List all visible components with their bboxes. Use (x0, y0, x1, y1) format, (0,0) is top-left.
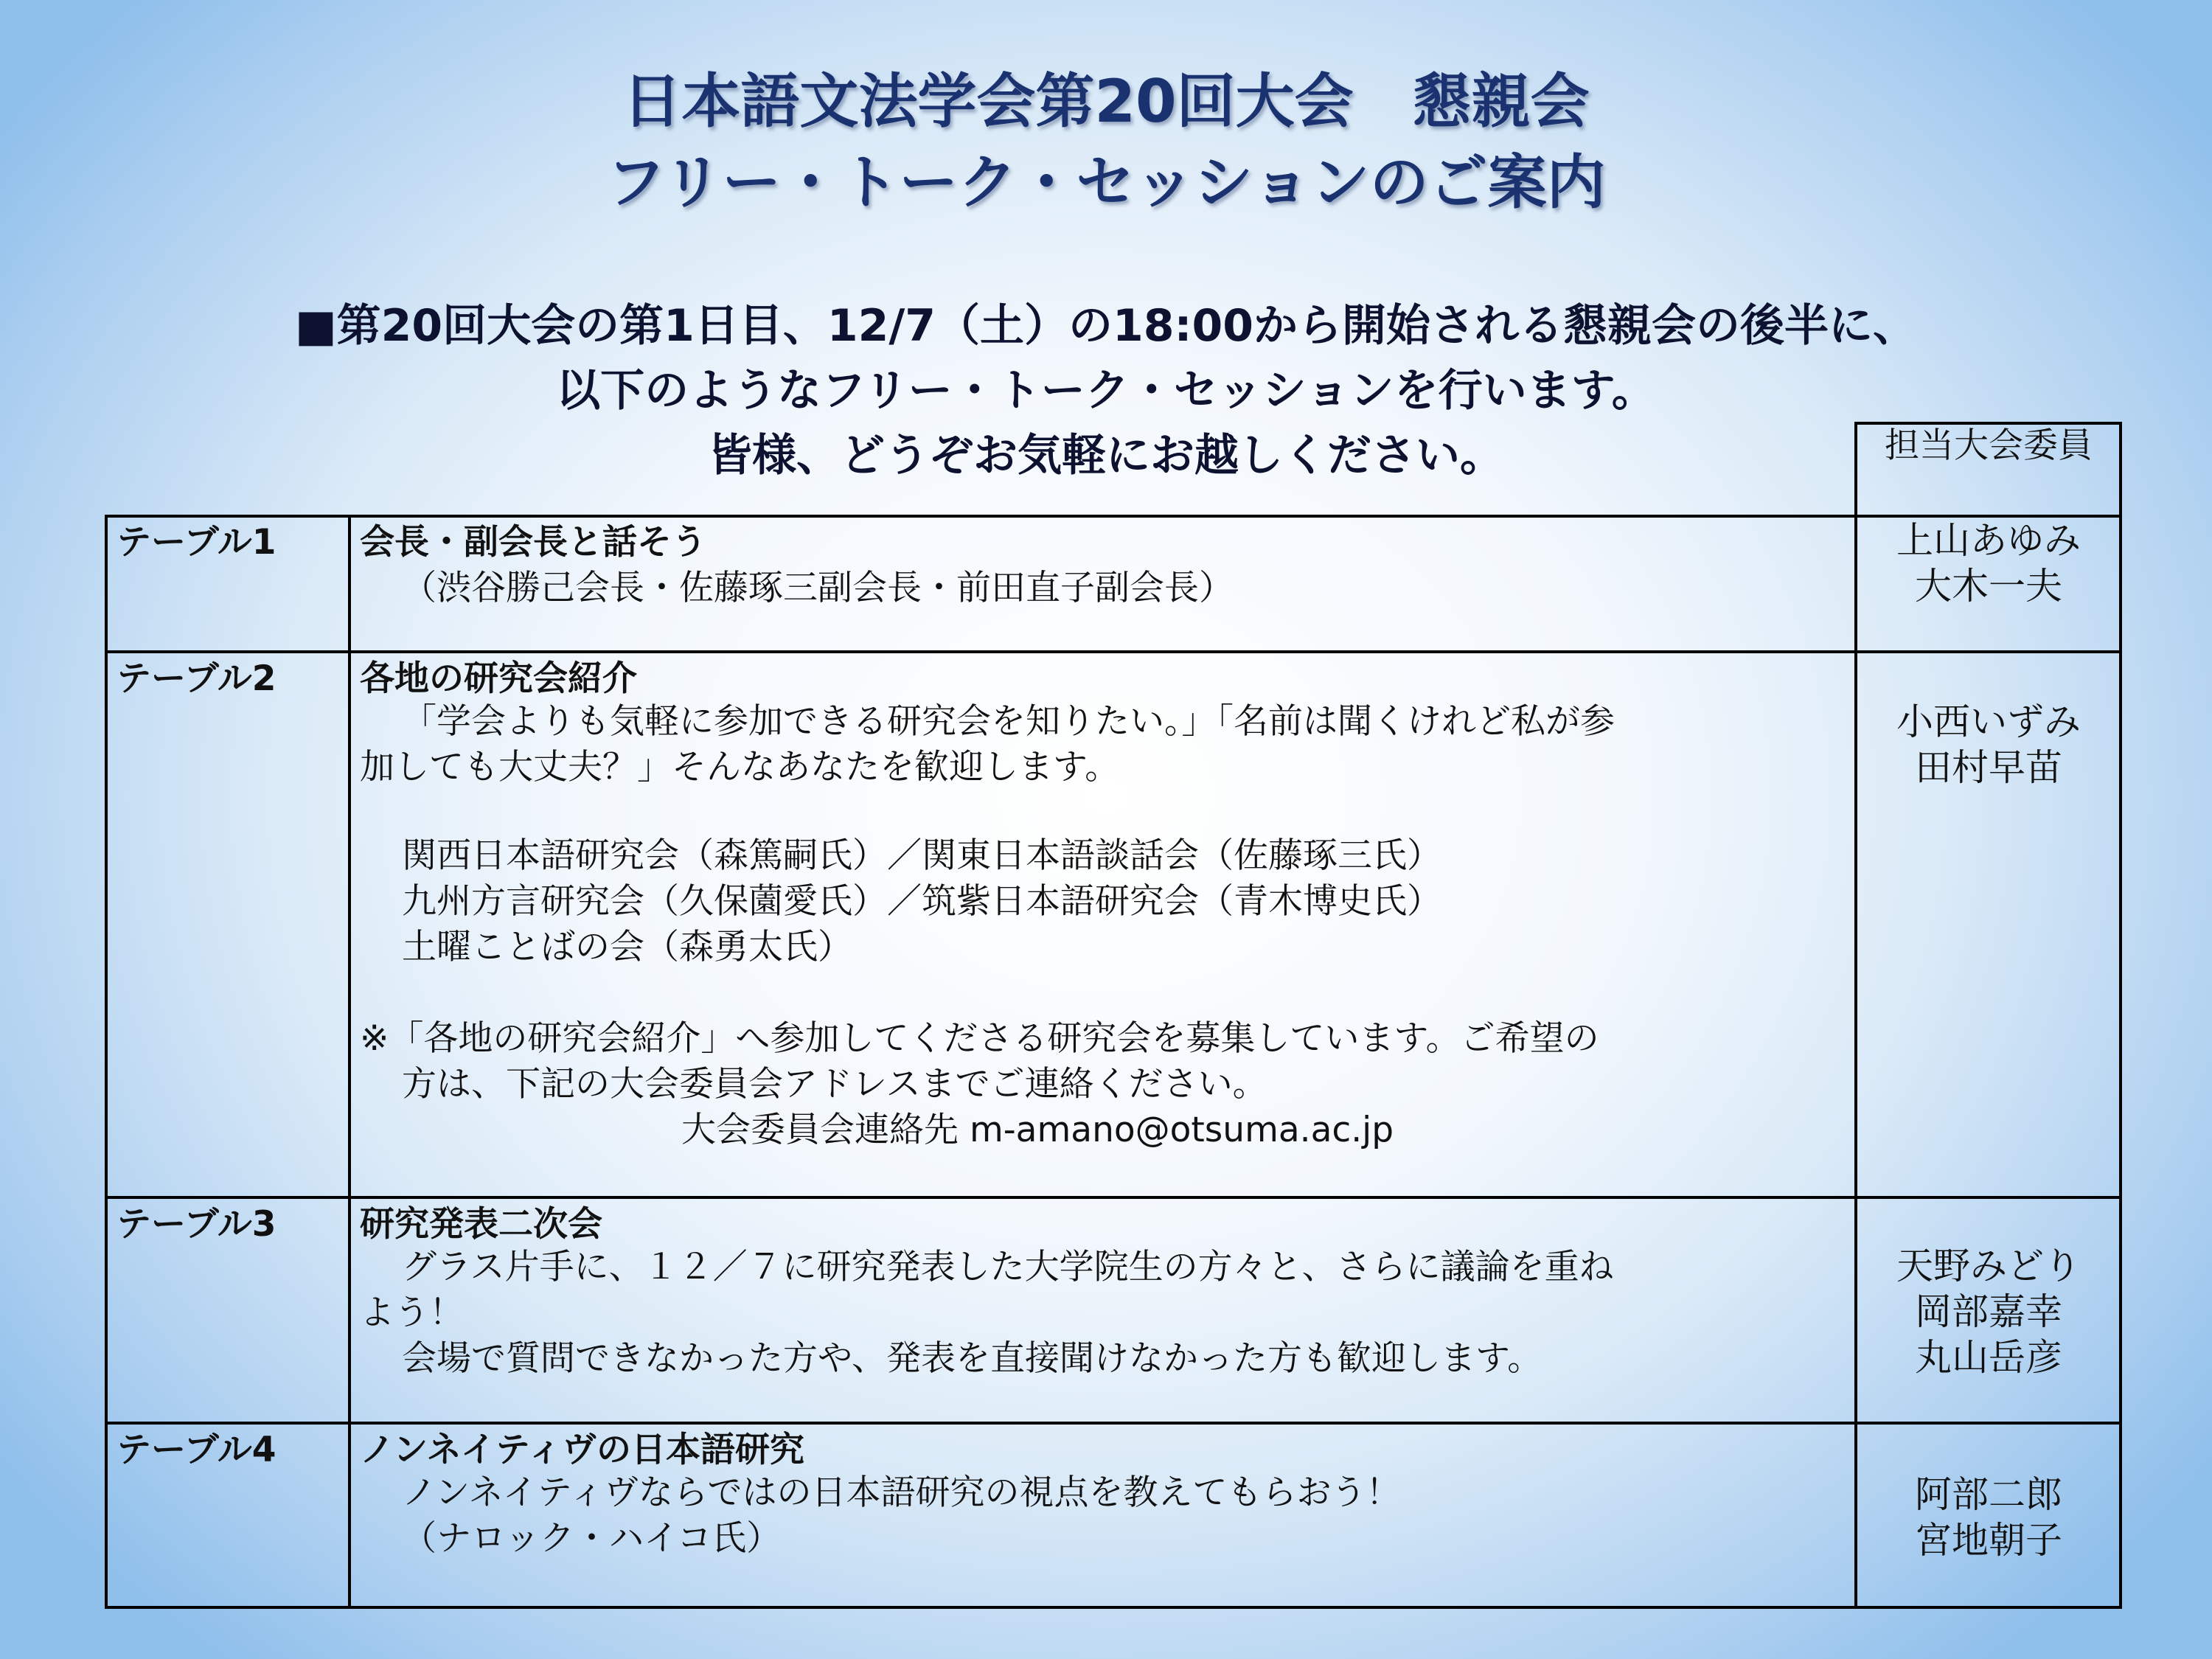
staff-name: 阿部二郎 (1915, 1473, 2062, 1516)
staff-column-header: 担当大会委員 (1885, 425, 2093, 466)
table-text: 会場で質問できなかった方や、発表を直接聞けなかった方も歓迎します。 (402, 1338, 1543, 1379)
table-text: ノンネイティヴならではの日本語研究の視点を教えてもらおう！ (402, 1472, 1401, 1513)
table-text: 土曜ことばの会（森勇太氏） (402, 927, 852, 967)
staff-name: 小西いずみ (1896, 700, 2081, 743)
table-border (105, 515, 2122, 518)
staff-name: 岡部嘉幸 (1915, 1290, 2062, 1333)
staff-name: 上山あゆみ (1896, 519, 2081, 562)
table-heading: 各地の研究会紹介 (360, 658, 637, 699)
table-border (105, 1196, 2122, 1199)
table-heading: 会長・副会長と話そう (360, 522, 706, 563)
staff-name: 宮地朝子 (1915, 1519, 2062, 1562)
table-border (105, 515, 108, 1609)
table-text: よう！ (360, 1293, 464, 1333)
table-text: （渋谷勝己会長・佐藤琢三副会長・前田直子副会長） (402, 568, 1234, 608)
table-border (105, 1422, 2122, 1425)
table-text: 関西日本語研究会（森篤嗣氏）／関東日本語談話会（佐藤琢三氏） (402, 835, 1441, 876)
table-label: テーブル4 (116, 1430, 276, 1470)
intro-line-3: 皆様、どうぞお気軽にお越しください。 (708, 430, 1504, 481)
table-label: テーブル3 (116, 1204, 276, 1245)
table-border (105, 1606, 2122, 1609)
table-heading: ノンネイティヴの日本語研究 (360, 1430, 805, 1470)
table-text: 方は、下記の大会委員会アドレスまでご連絡ください。 (402, 1064, 1267, 1105)
table-text: 加しても大丈夫？」そんなあなたを歓迎します。 (360, 747, 1120, 787)
staff-name: 大木一夫 (1915, 565, 2062, 608)
page-title: 日本語文法学会第20回大会 懇親会 (622, 67, 1590, 136)
table-label: テーブル1 (116, 522, 276, 563)
table-text: 九州方言研究会（久保薗愛氏）／筑紫日本語研究会（青木博史氏） (402, 881, 1441, 922)
table-text: （ナロック・ハイコ氏） (402, 1518, 782, 1559)
staff-name: 丸山岳彦 (1915, 1336, 2062, 1379)
contact-email: 大会委員会連絡先 m-amano@otsuma.ac.jp (681, 1110, 1394, 1150)
table-heading: 研究発表二次会 (360, 1204, 602, 1245)
table-label: テーブル2 (116, 658, 276, 699)
intro-line-1: ■第20回大会の第1日目、12/7（土）の18:00から開始される懇親会の後半に、 (294, 300, 1918, 352)
table-text: 「学会よりも気軽に参加できる研究会を知りたい。」「名前は聞くけれど私が参 (402, 701, 1615, 742)
staff-name: 田村早苗 (1915, 746, 2062, 789)
table-border (348, 515, 351, 1609)
intro-line-2: 以下のようなフリー・トーク・セッションを行います。 (556, 365, 1656, 417)
table-text: ※「各地の研究会紹介」へ参加してくださる研究会を募集しています。ご希望の (360, 1018, 1599, 1059)
staff-name: 天野みどり (1896, 1245, 2081, 1287)
table-text: グラス片手に、１２／７に研究発表した大学院生の方々と、さらに議論を重ね (402, 1247, 1614, 1287)
table-border (105, 650, 2122, 653)
page-subtitle: フリー・トーク・セッションのご案内 (606, 148, 1606, 217)
